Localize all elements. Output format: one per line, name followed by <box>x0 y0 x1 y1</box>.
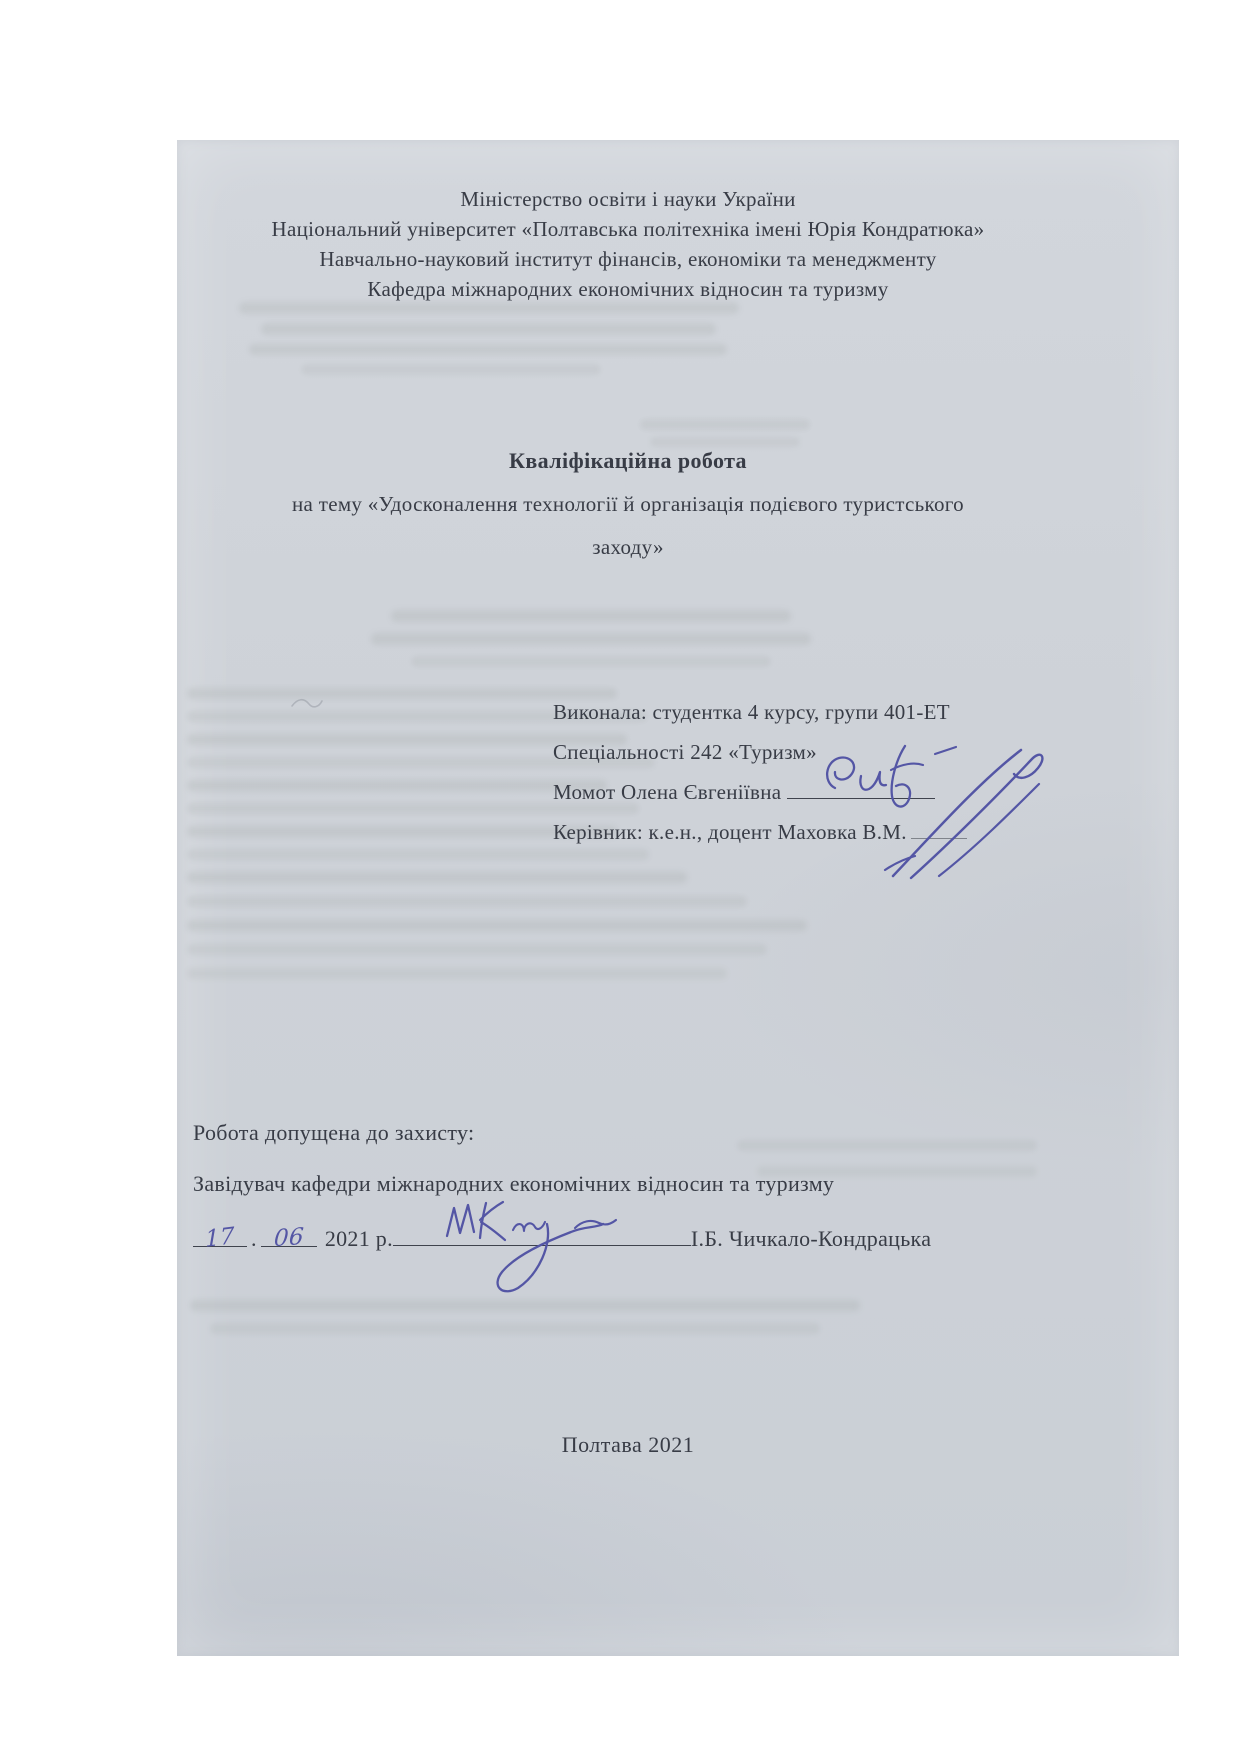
supervisor-line <box>553 812 967 852</box>
stray-pen-mark <box>289 692 325 714</box>
scanned-page <box>177 140 1179 1656</box>
author-block <box>553 692 967 852</box>
bleed-through-text <box>187 944 767 955</box>
performed-by-line: Виконала: студентка 4 курсу, групи 401-ЕТ <box>553 700 950 724</box>
supervisor-signature-blank <box>911 818 967 839</box>
day-blank <box>193 1223 247 1253</box>
university-line: Національний університет «Полтавська політехніка імені Юрія Кондратюка» <box>271 217 985 241</box>
handwritten-month: 06 <box>272 1223 305 1253</box>
student-name-line <box>553 772 967 812</box>
bleed-through-text <box>187 780 607 791</box>
student-signature-blank <box>787 778 935 799</box>
bleed-through-text <box>187 920 807 931</box>
institute-line: Навчально-науковий інститут фінансів, економіки та менеджменту <box>319 247 937 271</box>
month-blank <box>261 1223 317 1253</box>
bleed-through-text <box>737 1140 1037 1151</box>
bleed-through-text <box>190 1300 860 1311</box>
head-signature-blank <box>393 1225 691 1246</box>
bleed-through-text <box>371 633 811 645</box>
bleed-through-text <box>187 872 687 883</box>
university-header <box>177 184 1079 304</box>
approver-name: І.Б. Чичкало-Кондрацька <box>690 1226 932 1251</box>
specialty-line: Спеціальності 242 «Туризм» <box>553 740 817 764</box>
bleed-through-text <box>261 323 716 335</box>
head-of-department-line: Завідувач кафедри міжнародних економічних відносин та туризму <box>193 1171 835 1196</box>
bleed-through-text <box>640 419 810 430</box>
ministry-line: Міністерство освіти і науки України <box>460 187 796 211</box>
department-line: Кафедра міжнародних економічних відносин та туризму <box>367 277 889 301</box>
bleed-through-text <box>210 1323 820 1334</box>
date-dot: . <box>251 1226 257 1251</box>
topic-line-2: заходу» <box>592 535 664 559</box>
bleed-through-text <box>187 896 747 907</box>
year-label: 2021 р. <box>324 1226 393 1251</box>
student-name: Момот Олена Євгеніївна <box>553 780 782 804</box>
topic-line-1: на тему «Удосконалення технології й організація подієвого туристського <box>292 492 964 516</box>
city-year-line: Полтава 2021 <box>561 1432 695 1457</box>
admitted-line: Робота допущена до захисту: <box>193 1120 475 1145</box>
handwritten-day: 17 <box>204 1223 236 1253</box>
bleed-through-text <box>249 344 727 355</box>
bleed-through-text <box>391 610 791 622</box>
supervisor-name: Керівник: к.е.н., доцент Маховка В.М. <box>553 820 907 844</box>
bleed-through-text <box>301 364 601 375</box>
bleed-through-text <box>411 656 771 667</box>
approval-date-line <box>193 1225 931 1252</box>
bleed-through-text <box>187 968 727 979</box>
bleed-through-text <box>650 437 800 447</box>
work-title: Кваліфікаційна робота <box>509 448 747 473</box>
